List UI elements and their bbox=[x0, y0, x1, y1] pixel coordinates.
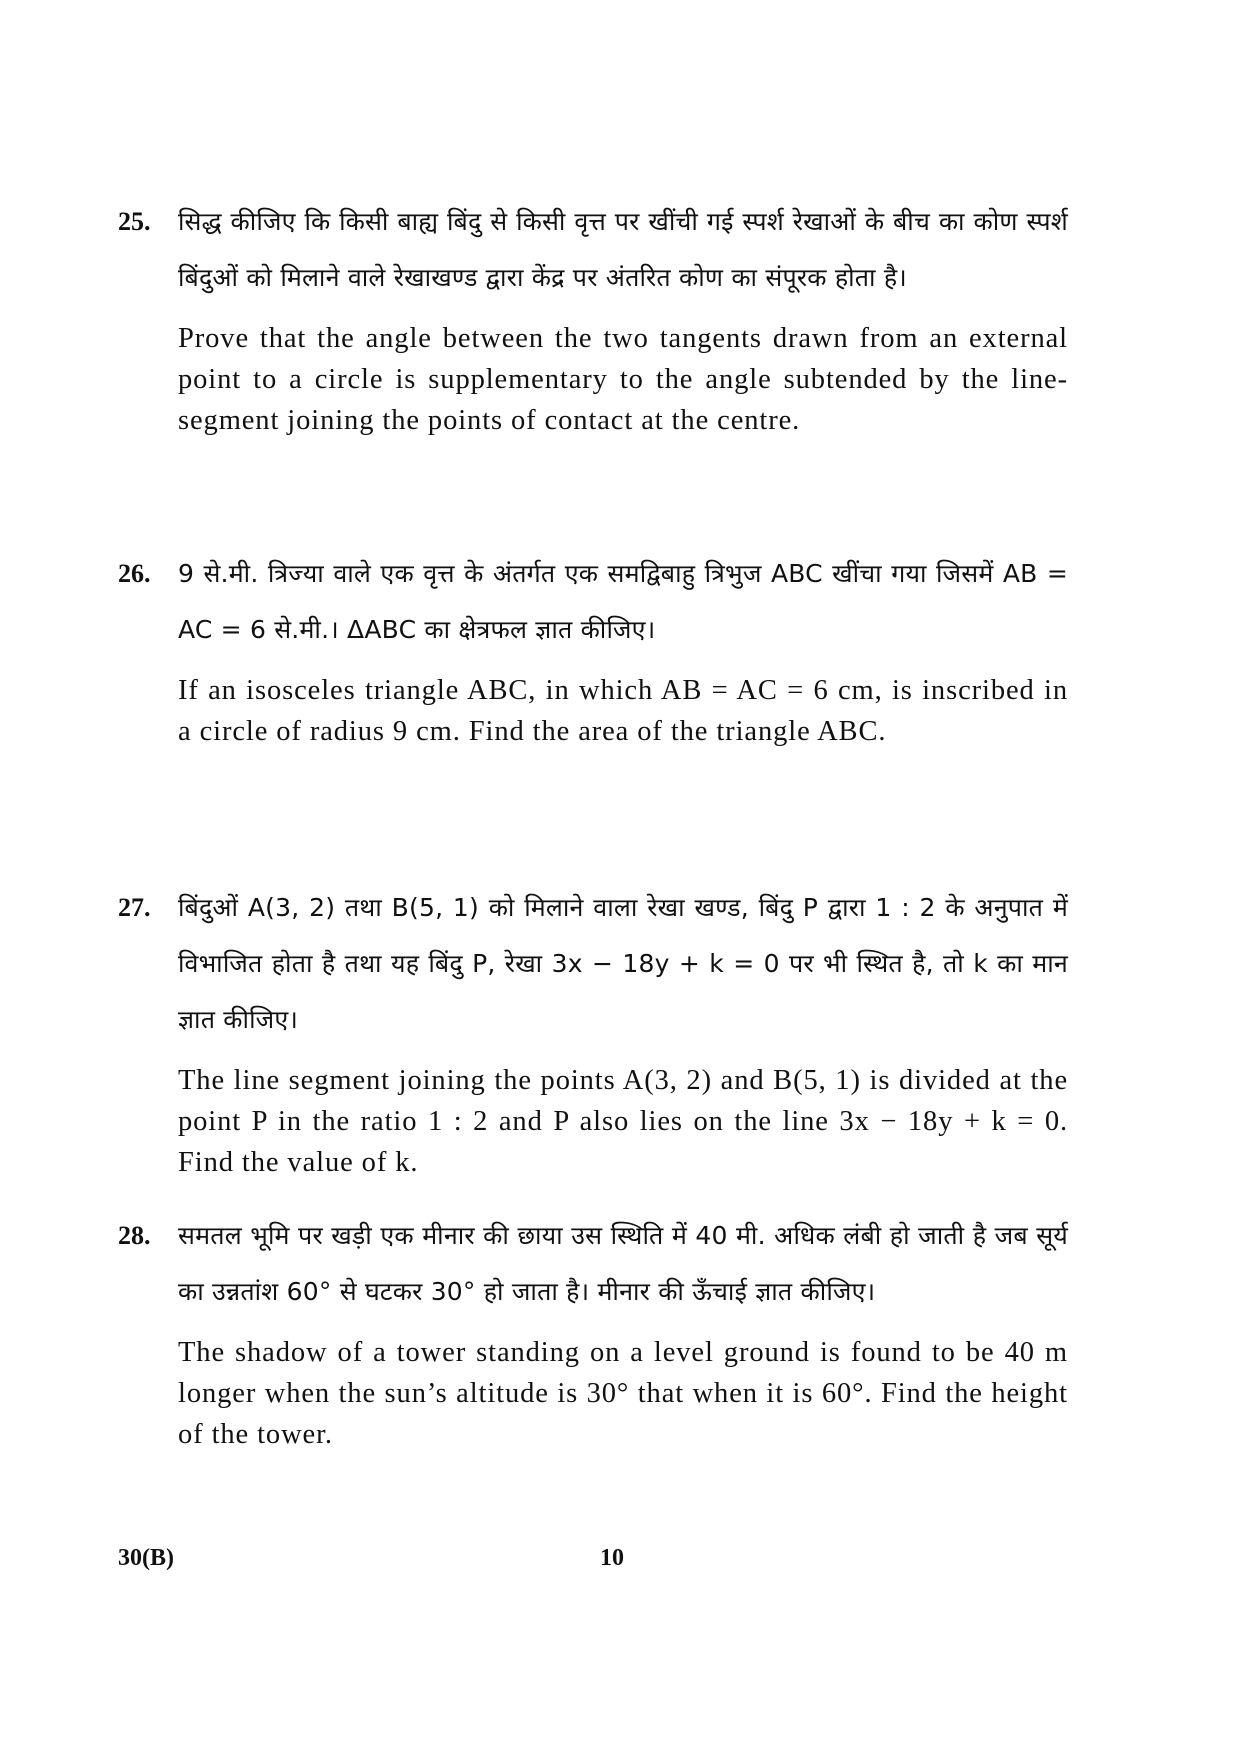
question-number: 26. bbox=[118, 559, 151, 588]
question-26 bbox=[118, 546, 1068, 752]
question-body bbox=[178, 194, 1068, 441]
question-number: 25. bbox=[118, 207, 151, 236]
question-body bbox=[178, 880, 1068, 1183]
question-28 bbox=[118, 1208, 1068, 1455]
question-body bbox=[178, 546, 1068, 752]
page-number: 10 bbox=[600, 1545, 624, 1571]
question-text-hindi: बिंदुओं A(3, 2) तथा B(5, 1) को मिलाने वाला रेखा खण्ड, बिंदु P द्वारा 1 : 2 के अनुपात में विभाजित होता है तथा यह बिंदु P, रेखा 3x − 18y + k = 0 पर भी स्थित है, तो k का मान ज्ञात कीजिए। bbox=[178, 893, 1068, 1034]
question-text-english: If an isosceles triangle ABC, in which AB = AC = 6 cm, is inscribed in a circle of radius 9 cm. Find the area of the triangle ABC. bbox=[178, 675, 1068, 747]
question-text-english: The shadow of a tower standing on a level ground is found to be 40 m longer when the sun’s altitude is 30° that when it is 60°. Find the height of the tower. bbox=[178, 1337, 1068, 1450]
question-25 bbox=[118, 194, 1068, 441]
question-text-english: The line segment joining the points A(3, 2) and B(5, 1) is divided at the point P in the ratio 1 : 2 and P also lies on the line 3x − 18y + k = 0. Find the value of k. bbox=[178, 1065, 1068, 1178]
question-number: 28. bbox=[118, 1221, 151, 1250]
question-27 bbox=[118, 880, 1068, 1183]
question-text-hindi: सिद्ध कीजिए कि किसी बाह्य बिंदु से किसी वृत्त पर खींची गई स्पर्श रेखाओं के बीच का कोण स्पर्श बिंदुओं को मिलाने वाले रेखाखण्ड द्वारा केंद्र पर अंतरित कोण का संपूरक होता है। bbox=[178, 207, 1068, 292]
question-text-english: Prove that the angle between the two tangents drawn from an external point to a circle is supplementary to the angle subtended by the line-segment joining the points of contact at the centre. bbox=[178, 323, 1068, 436]
question-body bbox=[178, 1208, 1068, 1455]
question-number: 27. bbox=[118, 893, 151, 922]
question-text-hindi: समतल भूमि पर खड़ी एक मीनार की छाया उस स्थिति में 40 मी. अधिक लंबी हो जाती है जब सूर्य का उन्नतांश 60° से घटकर 30° हो जाता है। मीनार की ऊँचाई ज्ञात कीजिए। bbox=[178, 1221, 1068, 1306]
paper-code: 30(B) bbox=[118, 1545, 174, 1571]
question-text-hindi: 9 से.मी. त्रिज्या वाले एक वृत्त के अंतर्गत एक समद्विबाहु त्रिभुज ABC खींचा गया जिसमें AB = AC = 6 से.मी.। ΔABC का क्षेत्रफल ज्ञात कीजिए। bbox=[178, 559, 1068, 644]
